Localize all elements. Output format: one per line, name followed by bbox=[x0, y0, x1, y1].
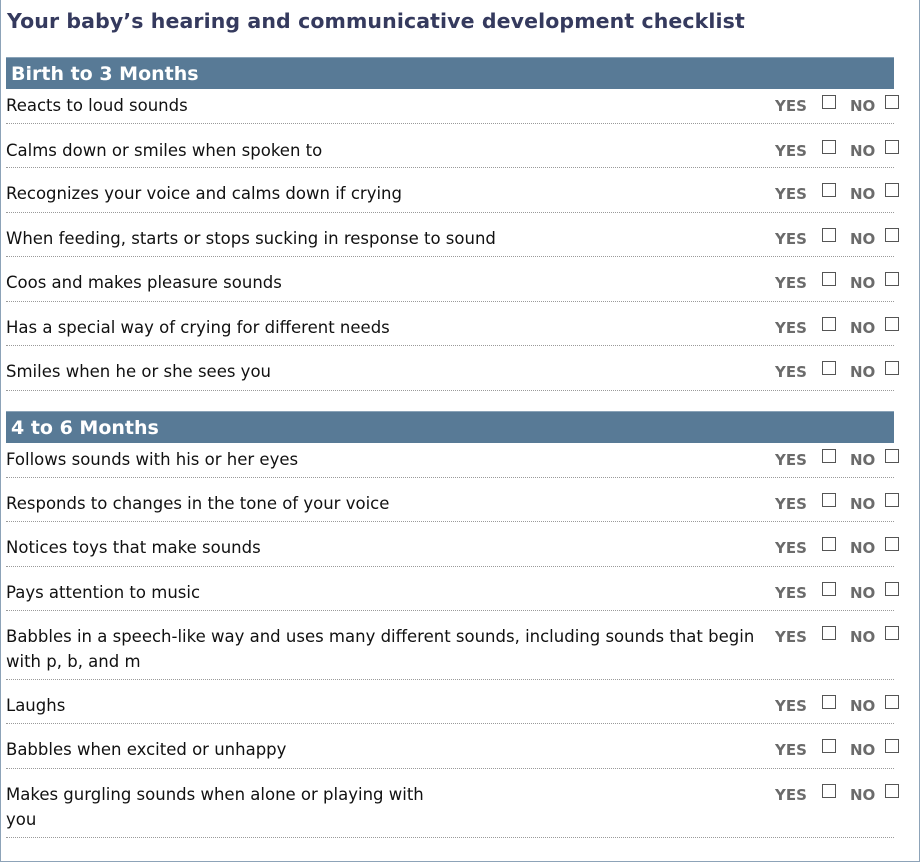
checklist-row bbox=[6, 478, 894, 522]
yes-no-group bbox=[775, 138, 894, 158]
no-checkbox[interactable] bbox=[885, 626, 899, 640]
yes-checkbox[interactable] bbox=[822, 95, 836, 109]
yes-checkbox[interactable] bbox=[822, 361, 836, 375]
no-label: NO bbox=[850, 230, 876, 248]
yes-checkbox[interactable] bbox=[822, 784, 836, 798]
yes-no-group bbox=[775, 782, 894, 802]
yes-label: YES bbox=[775, 539, 807, 557]
yes-no-group bbox=[775, 447, 894, 467]
checklist-item-text: Coos and makes pleasure sounds bbox=[6, 273, 282, 292]
yes-checkbox[interactable] bbox=[822, 626, 836, 640]
checklist-item-text: Recognizes your voice and calms down if crying bbox=[6, 184, 402, 203]
yes-checkbox[interactable] bbox=[822, 493, 836, 507]
checklist-item-text: Reacts to loud sounds bbox=[6, 96, 188, 115]
checklist-item-text: Babbles in a speech-like way and uses many different sounds, including sounds that begin with p, b, and m bbox=[6, 627, 755, 671]
yes-no-group bbox=[775, 491, 894, 511]
checklist-row bbox=[6, 769, 894, 838]
checklist-item-text: Babbles when excited or unhappy bbox=[6, 740, 287, 759]
yes-label: YES bbox=[775, 697, 807, 715]
checklist-item-text: When feeding, starts or stops sucking in response to sound bbox=[6, 229, 496, 248]
no-label: NO bbox=[850, 495, 876, 513]
checklist-item-text: Calms down or smiles when spoken to bbox=[6, 141, 323, 160]
yes-checkbox[interactable] bbox=[822, 739, 836, 753]
checklist-item-text: Notices toys that make sounds bbox=[6, 538, 261, 557]
yes-no-group bbox=[775, 535, 894, 555]
yes-checkbox[interactable] bbox=[822, 140, 836, 154]
no-checkbox[interactable] bbox=[885, 183, 899, 197]
yes-checkbox[interactable] bbox=[822, 695, 836, 709]
checklist-row bbox=[6, 124, 894, 168]
yes-no-group bbox=[775, 315, 894, 335]
yes-label: YES bbox=[775, 628, 807, 646]
checklist-item-text: Smiles when he or she sees you bbox=[6, 362, 271, 381]
checklist-row bbox=[6, 89, 894, 124]
checklist-row bbox=[6, 680, 894, 724]
no-checkbox[interactable] bbox=[885, 228, 899, 242]
yes-label: YES bbox=[775, 97, 807, 115]
checklist-row bbox=[6, 522, 894, 567]
checklist-row bbox=[6, 567, 894, 611]
checklist-row bbox=[6, 213, 894, 257]
no-label: NO bbox=[850, 628, 876, 646]
no-label: NO bbox=[850, 786, 876, 804]
yes-label: YES bbox=[775, 230, 807, 248]
yes-checkbox[interactable] bbox=[822, 537, 836, 551]
yes-label: YES bbox=[775, 786, 807, 804]
yes-checkbox[interactable] bbox=[822, 582, 836, 596]
no-checkbox[interactable] bbox=[885, 695, 899, 709]
section-heading: Birth to 3 Months bbox=[6, 57, 894, 89]
no-label: NO bbox=[850, 741, 876, 759]
no-label: NO bbox=[850, 539, 876, 557]
yes-label: YES bbox=[775, 319, 807, 337]
no-label: NO bbox=[850, 185, 876, 203]
yes-no-group bbox=[775, 624, 894, 644]
section-4-to-6-months bbox=[6, 411, 894, 838]
section-heading: 4 to 6 Months bbox=[6, 411, 894, 443]
no-checkbox[interactable] bbox=[885, 537, 899, 551]
no-label: NO bbox=[850, 319, 876, 337]
no-label: NO bbox=[850, 274, 876, 292]
yes-checkbox[interactable] bbox=[822, 317, 836, 331]
no-label: NO bbox=[850, 584, 876, 602]
no-checkbox[interactable] bbox=[885, 739, 899, 753]
checklist-item-text: Laughs bbox=[6, 696, 66, 715]
no-label: NO bbox=[850, 97, 876, 115]
yes-checkbox[interactable] bbox=[822, 183, 836, 197]
yes-label: YES bbox=[775, 741, 807, 759]
yes-label: YES bbox=[775, 274, 807, 292]
no-label: NO bbox=[850, 451, 876, 469]
section-birth-to-3-months bbox=[6, 57, 894, 391]
yes-label: YES bbox=[775, 584, 807, 602]
no-checkbox[interactable] bbox=[885, 361, 899, 375]
no-label: NO bbox=[850, 697, 876, 715]
yes-no-group bbox=[775, 181, 894, 201]
no-checkbox[interactable] bbox=[885, 493, 899, 507]
no-checkbox[interactable] bbox=[885, 449, 899, 463]
checklist-row bbox=[6, 724, 894, 769]
checklist-item-text: Responds to changes in the tone of your voice bbox=[6, 494, 390, 513]
checklist-row bbox=[6, 257, 894, 302]
no-label: NO bbox=[850, 363, 876, 381]
checklist-item-text: Pays attention to music bbox=[6, 583, 201, 602]
yes-checkbox[interactable] bbox=[822, 272, 836, 286]
yes-no-group bbox=[775, 737, 894, 757]
no-checkbox[interactable] bbox=[885, 582, 899, 596]
checklist-row bbox=[6, 168, 894, 213]
yes-no-group bbox=[775, 580, 894, 600]
no-label: NO bbox=[850, 142, 876, 160]
checklist-item-text: Has a special way of crying for different needs bbox=[6, 318, 390, 337]
checklist-row bbox=[6, 611, 894, 680]
no-checkbox[interactable] bbox=[885, 784, 899, 798]
yes-label: YES bbox=[775, 363, 807, 381]
yes-label: YES bbox=[775, 451, 807, 469]
yes-label: YES bbox=[775, 142, 807, 160]
checklist-item-text: Follows sounds with his or her eyes bbox=[6, 450, 299, 469]
no-checkbox[interactable] bbox=[885, 272, 899, 286]
checklist-row bbox=[6, 302, 894, 346]
yes-no-group bbox=[775, 693, 894, 713]
checklist-row bbox=[6, 346, 894, 391]
no-checkbox[interactable] bbox=[885, 317, 899, 331]
yes-no-group bbox=[775, 226, 894, 246]
yes-label: YES bbox=[775, 185, 807, 203]
yes-label: YES bbox=[775, 495, 807, 513]
checklist-item-text: Makes gurgling sounds when alone or playing with you bbox=[6, 785, 424, 829]
yes-checkbox[interactable] bbox=[822, 449, 836, 463]
yes-no-group bbox=[775, 270, 894, 290]
no-checkbox[interactable] bbox=[885, 95, 899, 109]
page-title: Your baby’s hearing and communicative development checklist bbox=[7, 9, 745, 33]
no-checkbox[interactable] bbox=[885, 140, 899, 154]
yes-no-group bbox=[775, 93, 894, 113]
yes-no-group bbox=[775, 359, 894, 379]
yes-checkbox[interactable] bbox=[822, 228, 836, 242]
checklist-row bbox=[6, 443, 894, 478]
